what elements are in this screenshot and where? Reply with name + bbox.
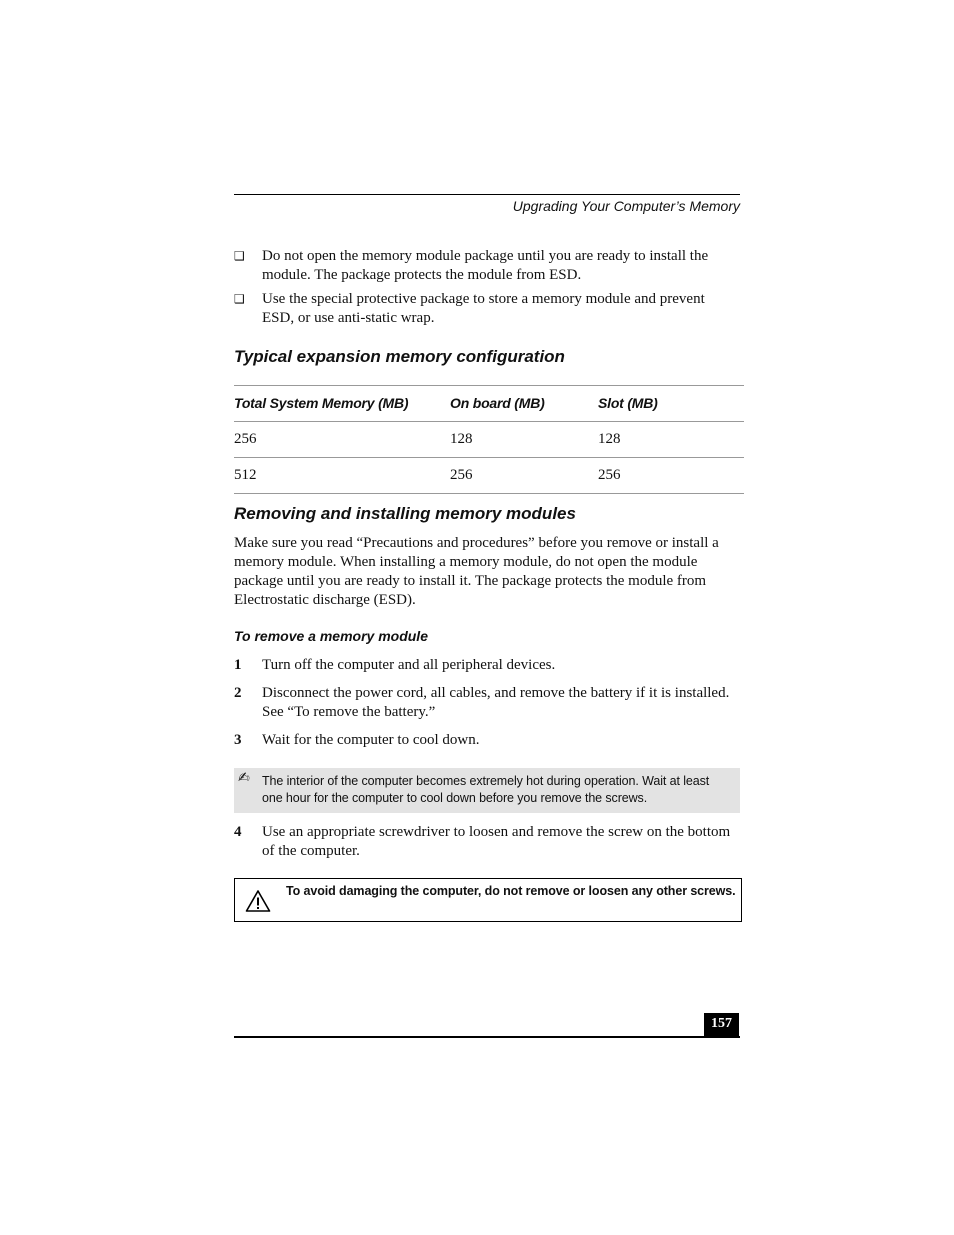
table-row bbox=[234, 422, 744, 458]
section-heading-removing-installing: Removing and installing memory modules bbox=[234, 504, 576, 523]
column-header: Slot (MB) bbox=[598, 395, 658, 411]
memory-config-table bbox=[234, 385, 744, 494]
checkbox-bullet-icon: ❑ bbox=[234, 249, 245, 263]
pencil-note-icon: ✍ bbox=[238, 770, 250, 786]
caution-text: To avoid damaging the computer, do not remove or loosen any other screws. bbox=[286, 884, 736, 898]
step-item bbox=[234, 731, 740, 750]
step-text: Disconnect the power cord, all cables, and remove the battery if it is installed. See “To remove the battery.” bbox=[262, 685, 730, 720]
table-cell: 128 bbox=[598, 431, 621, 447]
table-cell: 512 bbox=[234, 467, 257, 483]
table-cell: 256 bbox=[598, 467, 621, 483]
step-number: 3 bbox=[234, 732, 242, 748]
step-text: Wait for the computer to cool down. bbox=[262, 732, 480, 748]
step-number: 1 bbox=[234, 657, 242, 673]
table-header-row bbox=[234, 386, 744, 422]
column-header: On board (MB) bbox=[450, 395, 545, 411]
step-item bbox=[234, 656, 740, 675]
step-text: Turn off the computer and all peripheral devices. bbox=[262, 657, 556, 673]
table-cell: 128 bbox=[450, 431, 473, 447]
table-cell: 256 bbox=[450, 467, 473, 483]
bullet-item bbox=[234, 247, 740, 285]
page-number: 157 bbox=[704, 1013, 739, 1037]
table-cell: 256 bbox=[234, 431, 257, 447]
checkbox-bullet-icon: ❑ bbox=[234, 292, 245, 306]
subheading-remove-module: To remove a memory module bbox=[234, 628, 428, 644]
step-text: Use an appropriate screwdriver to loosen and remove the screw on the bottom of the computer. bbox=[262, 824, 731, 859]
note-box bbox=[234, 768, 740, 813]
bullet-text: Use the special protective package to store a memory module and prevent ESD, or use anti-static wrap. bbox=[262, 291, 705, 326]
bullet-item bbox=[234, 290, 740, 328]
step-item bbox=[234, 823, 740, 861]
table-row bbox=[234, 458, 744, 494]
step-number: 2 bbox=[234, 685, 242, 701]
header-rule bbox=[234, 194, 740, 195]
intro-paragraph: Make sure you read “Precautions and procedures” before you remove or install a memory module. When installing a memory module, do not open the module package until you are ready to install it. The package protects the module from Electrostatic discharge (ESD). bbox=[234, 535, 719, 608]
running-header: Upgrading Your Computer’s Memory bbox=[512, 198, 740, 214]
column-header: Total System Memory (MB) bbox=[234, 395, 409, 411]
bullet-text: Do not open the memory module package until you are ready to install the module. The package protects the module from ESD. bbox=[262, 248, 709, 283]
warning-triangle-icon bbox=[245, 889, 271, 913]
caution-box bbox=[234, 878, 742, 922]
note-text: The interior of the computer becomes extremely hot during operation. Wait at least one hour for the computer to cool down before you remove the screws. bbox=[262, 774, 710, 805]
section-heading-memory-config: Typical expansion memory configuration bbox=[234, 347, 565, 366]
step-number: 4 bbox=[234, 824, 242, 840]
step-item bbox=[234, 684, 740, 722]
footer-rule bbox=[234, 1036, 740, 1038]
